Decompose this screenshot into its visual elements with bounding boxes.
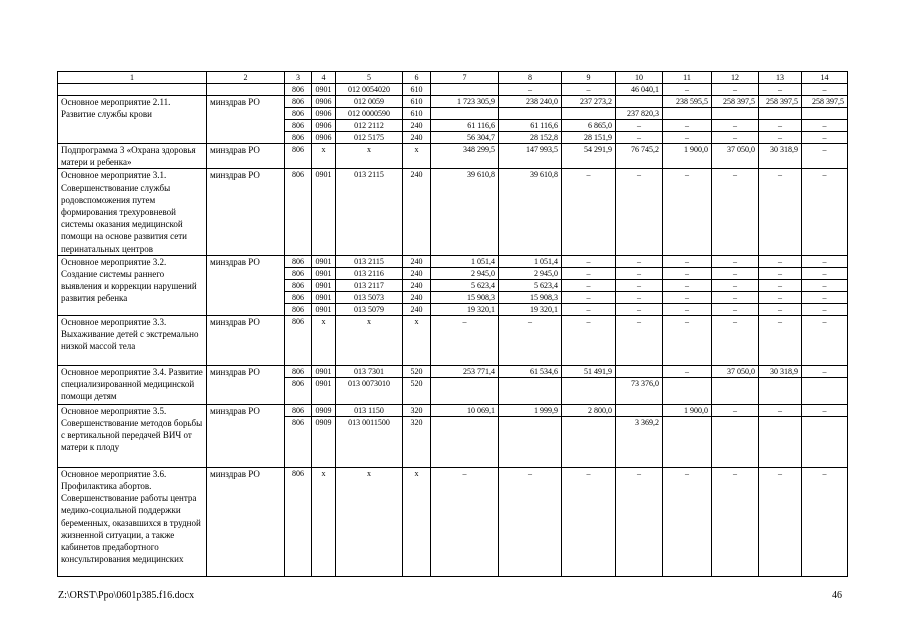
column-header-10: 10 xyxy=(616,72,663,84)
cell-col-8: 19 320,1 xyxy=(499,303,562,315)
cell-col-13: – xyxy=(759,303,802,315)
cell-col-8: 15 908,3 xyxy=(499,291,562,303)
cell-col-14: – xyxy=(802,279,848,291)
cell-col-5: х xyxy=(336,467,403,576)
cell-col-12: – xyxy=(712,303,759,315)
cell-col-13: – xyxy=(759,279,802,291)
footer-file-path: Z:\ORST\Ppo\0601p385.f16.docx xyxy=(58,590,195,601)
cell-col-5: 012 0059 xyxy=(336,96,403,108)
cell-col-7: 5 623,4 xyxy=(431,279,499,291)
cell-col-14: – xyxy=(802,365,848,377)
cell-col-3: 806 xyxy=(285,144,312,169)
cell-col-11: – xyxy=(663,120,712,132)
cell-col-9: – xyxy=(562,84,616,96)
cell-col-9 xyxy=(562,108,616,120)
cell-col-6: 240 xyxy=(403,169,431,255)
cell-col-4: 0906 xyxy=(312,120,336,132)
cell-col-10: 76 745,2 xyxy=(616,144,663,169)
cell-col-6: х xyxy=(403,315,431,365)
cell-col-9: 28 151,9 xyxy=(562,132,616,144)
cell-col-4: 0901 xyxy=(312,169,336,255)
cell-col-4: 0901 xyxy=(312,255,336,267)
cell-col-12: – xyxy=(712,404,759,416)
table-row xyxy=(58,315,848,365)
cell-col-4: х xyxy=(312,467,336,576)
cell-col-7: 19 320,1 xyxy=(431,303,499,315)
cell-col-10: 237 820,3 xyxy=(616,108,663,120)
cell-col-5: 012 5175 xyxy=(336,132,403,144)
measure-name-cell: Основное мероприятие 3.4. Развитие специализированной медицинской помощи детям xyxy=(58,365,207,404)
cell-col-4: 0906 xyxy=(312,132,336,144)
cell-col-10: – xyxy=(616,315,663,365)
cell-col-5: 013 0011500 xyxy=(336,416,403,467)
cell-col-10: – xyxy=(616,132,663,144)
cell-col-14: – xyxy=(802,132,848,144)
cell-col-4: 0901 xyxy=(312,377,336,404)
cell-col-8: 39 610,8 xyxy=(499,169,562,255)
cell-col-5: 013 5079 xyxy=(336,303,403,315)
cell-col-7: 253 771,4 xyxy=(431,365,499,377)
cell-col-10: 3 369,2 xyxy=(616,416,663,467)
cell-col-13: – xyxy=(759,255,802,267)
column-header-12: 12 xyxy=(712,72,759,84)
cell-col-3: 806 xyxy=(285,132,312,144)
cell-col-5: 013 7301 xyxy=(336,365,403,377)
responsible-executor-cell: минздрав РО xyxy=(207,255,285,315)
cell-col-14: – xyxy=(802,267,848,279)
cell-col-8: 1 999,9 xyxy=(499,404,562,416)
cell-col-3: 806 xyxy=(285,377,312,404)
table-header xyxy=(58,72,848,84)
table-row xyxy=(58,169,848,255)
cell-col-13: – xyxy=(759,467,802,576)
cell-col-4: 0901 xyxy=(312,303,336,315)
header-row xyxy=(58,72,848,84)
cell-col-11: – xyxy=(663,267,712,279)
cell-col-13: – xyxy=(759,169,802,255)
cell-col-11: 238 595,5 xyxy=(663,96,712,108)
cell-col-12: – xyxy=(712,84,759,96)
cell-col-4: 0909 xyxy=(312,404,336,416)
cell-col-13: – xyxy=(759,315,802,365)
cell-col-6: 240 xyxy=(403,279,431,291)
cell-col-12: – xyxy=(712,132,759,144)
cell-col-4: 0906 xyxy=(312,96,336,108)
cell-col-5: х xyxy=(336,144,403,169)
table-row xyxy=(58,365,848,377)
budget-table-container xyxy=(57,71,847,577)
cell-col-9: – xyxy=(562,467,616,576)
cell-col-10: – xyxy=(616,267,663,279)
cell-col-11: 1 900,0 xyxy=(663,144,712,169)
cell-col-6: 610 xyxy=(403,84,431,96)
cell-col-5: 013 2117 xyxy=(336,279,403,291)
cell-col-4: 0901 xyxy=(312,267,336,279)
cell-col-6: 240 xyxy=(403,291,431,303)
cell-col-7 xyxy=(431,377,499,404)
cell-col-10: – xyxy=(616,303,663,315)
cell-col-7: 10 069,1 xyxy=(431,404,499,416)
cell-col-14: – xyxy=(802,467,848,576)
cell-col-3: 806 xyxy=(285,84,312,96)
cell-col-7 xyxy=(431,416,499,467)
measure-name-cell: Основное мероприятие 2.11. Развитие службы крови xyxy=(58,96,207,144)
cell-col-13 xyxy=(759,108,802,120)
cell-col-7: 39 610,8 xyxy=(431,169,499,255)
column-header-4: 4 xyxy=(312,72,336,84)
responsible-executor-cell: минздрав РО xyxy=(207,315,285,365)
cell-col-14: 258 397,5 xyxy=(802,96,848,108)
cell-col-10: – xyxy=(616,467,663,576)
cell-col-7: 56 304,7 xyxy=(431,132,499,144)
cell-col-3: 806 xyxy=(285,416,312,467)
responsible-executor-cell: минздрав РО xyxy=(207,169,285,255)
cell-col-4: 0901 xyxy=(312,84,336,96)
cell-col-6: 610 xyxy=(403,108,431,120)
cell-col-6: 320 xyxy=(403,404,431,416)
cell-col-13: – xyxy=(759,267,802,279)
cell-col-9: 54 291,9 xyxy=(562,144,616,169)
cell-col-13: 258 397,5 xyxy=(759,96,802,108)
cell-col-11: – xyxy=(663,84,712,96)
cell-col-6: 520 xyxy=(403,365,431,377)
cell-col-9: – xyxy=(562,291,616,303)
responsible-executor-cell: минздрав РО xyxy=(207,365,285,404)
cell-col-7 xyxy=(431,84,499,96)
cell-col-8: 147 993,5 xyxy=(499,144,562,169)
cell-col-5: 013 2115 xyxy=(336,255,403,267)
cell-col-3: 806 xyxy=(285,108,312,120)
cell-col-6: х xyxy=(403,467,431,576)
cell-col-14: – xyxy=(802,303,848,315)
cell-col-14 xyxy=(802,377,848,404)
cell-col-3: 806 xyxy=(285,404,312,416)
cell-col-14: – xyxy=(802,255,848,267)
cell-col-11: – xyxy=(663,169,712,255)
cell-col-12: – xyxy=(712,467,759,576)
cell-col-4: х xyxy=(312,315,336,365)
cell-col-14: – xyxy=(802,144,848,169)
cell-col-12: 258 397,5 xyxy=(712,96,759,108)
cell-col-12: – xyxy=(712,315,759,365)
cell-col-6: 520 xyxy=(403,377,431,404)
column-header-1: 1 xyxy=(58,72,207,84)
cell-col-8: 2 945,0 xyxy=(499,267,562,279)
cell-col-9: – xyxy=(562,279,616,291)
cell-col-13: – xyxy=(759,132,802,144)
cell-col-8: 238 240,0 xyxy=(499,96,562,108)
cell-col-3: 806 xyxy=(285,267,312,279)
cell-col-12: – xyxy=(712,279,759,291)
cell-col-8 xyxy=(499,416,562,467)
measure-name-cell: Основное мероприятие 3.5. Совершенствование методов борьбы с вертикальной передачей ВИЧ от матери к плоду xyxy=(58,404,207,467)
budget-table xyxy=(57,71,848,577)
responsible-executor-cell: минздрав РО xyxy=(207,467,285,576)
cell-col-11: – xyxy=(663,467,712,576)
cell-col-8 xyxy=(499,377,562,404)
footer-page-number: 46 xyxy=(832,590,842,601)
cell-col-9: 237 273,2 xyxy=(562,96,616,108)
cell-col-8: 28 152,8 xyxy=(499,132,562,144)
column-header-7: 7 xyxy=(431,72,499,84)
cell-col-14: – xyxy=(802,120,848,132)
cell-col-5: х xyxy=(336,315,403,365)
cell-col-10: – xyxy=(616,279,663,291)
cell-col-9: – xyxy=(562,267,616,279)
cell-col-9: – xyxy=(562,169,616,255)
cell-col-9: – xyxy=(562,255,616,267)
responsible-executor-cell xyxy=(207,84,285,96)
measure-name-cell: Подпрограмма 3 «Охрана здоровья матери и ребенка» xyxy=(58,144,207,169)
column-header-3: 3 xyxy=(285,72,312,84)
cell-col-11: – xyxy=(663,291,712,303)
cell-col-4: 0906 xyxy=(312,108,336,120)
cell-col-11 xyxy=(663,108,712,120)
cell-col-8: – xyxy=(499,467,562,576)
cell-col-9: 2 800,0 xyxy=(562,404,616,416)
cell-col-6: х xyxy=(403,144,431,169)
cell-col-9: 6 865,0 xyxy=(562,120,616,132)
cell-col-11: – xyxy=(663,255,712,267)
table-row xyxy=(58,467,848,576)
cell-col-13 xyxy=(759,377,802,404)
cell-col-11 xyxy=(663,377,712,404)
cell-col-13: 30 318,9 xyxy=(759,144,802,169)
cell-col-12: – xyxy=(712,291,759,303)
measure-name-cell: Основное мероприятие 3.2. Создание системы раннего выявления и коррекции нарушений развития ребенка xyxy=(58,255,207,315)
cell-col-7: 348 299,5 xyxy=(431,144,499,169)
cell-col-7: 15 908,3 xyxy=(431,291,499,303)
cell-col-14: – xyxy=(802,315,848,365)
cell-col-10: – xyxy=(616,169,663,255)
cell-col-4: 0901 xyxy=(312,365,336,377)
cell-col-3: 806 xyxy=(285,120,312,132)
cell-col-7: – xyxy=(431,467,499,576)
column-header-2: 2 xyxy=(207,72,285,84)
cell-col-5: 012 0000590 xyxy=(336,108,403,120)
table-row xyxy=(58,84,848,96)
cell-col-11: – xyxy=(663,132,712,144)
cell-col-8: 61 116,6 xyxy=(499,120,562,132)
cell-col-3: 806 xyxy=(285,96,312,108)
cell-col-12 xyxy=(712,416,759,467)
measure-name-cell xyxy=(58,84,207,96)
cell-col-14: – xyxy=(802,169,848,255)
cell-col-9: – xyxy=(562,315,616,365)
cell-col-5: 013 1150 xyxy=(336,404,403,416)
cell-col-12 xyxy=(712,108,759,120)
cell-col-5: 013 5073 xyxy=(336,291,403,303)
cell-col-13: – xyxy=(759,404,802,416)
cell-col-10: 73 376,0 xyxy=(616,377,663,404)
measure-name-cell: Основное мероприятие 3.3. Выхаживание детей с экстремально низкой массой тела xyxy=(58,315,207,365)
responsible-executor-cell: минздрав РО xyxy=(207,144,285,169)
cell-col-12: – xyxy=(712,169,759,255)
cell-col-10 xyxy=(616,365,663,377)
cell-col-7: 61 116,6 xyxy=(431,120,499,132)
table-row xyxy=(58,96,848,108)
cell-col-13: – xyxy=(759,291,802,303)
table-row xyxy=(58,144,848,169)
column-header-6: 6 xyxy=(403,72,431,84)
column-header-9: 9 xyxy=(562,72,616,84)
column-header-11: 11 xyxy=(663,72,712,84)
cell-col-12 xyxy=(712,377,759,404)
cell-col-4: 0901 xyxy=(312,291,336,303)
cell-col-3: 806 xyxy=(285,169,312,255)
cell-col-11: – xyxy=(663,303,712,315)
cell-col-11: – xyxy=(663,279,712,291)
cell-col-11: – xyxy=(663,315,712,365)
cell-col-12: 37 050,0 xyxy=(712,365,759,377)
table-row xyxy=(58,255,848,267)
cell-col-3: 806 xyxy=(285,365,312,377)
cell-col-11: 1 900,0 xyxy=(663,404,712,416)
cell-col-14: – xyxy=(802,84,848,96)
cell-col-3: 806 xyxy=(285,291,312,303)
table-row xyxy=(58,404,848,416)
cell-col-13 xyxy=(759,416,802,467)
cell-col-5: 013 2116 xyxy=(336,267,403,279)
cell-col-12: 37 050,0 xyxy=(712,144,759,169)
cell-col-6: 320 xyxy=(403,416,431,467)
cell-col-3: 806 xyxy=(285,467,312,576)
cell-col-9 xyxy=(562,377,616,404)
cell-col-7: – xyxy=(431,315,499,365)
cell-col-11 xyxy=(663,416,712,467)
table-body xyxy=(58,84,848,577)
cell-col-14 xyxy=(802,108,848,120)
cell-col-6: 240 xyxy=(403,303,431,315)
cell-col-10 xyxy=(616,96,663,108)
cell-col-6: 240 xyxy=(403,255,431,267)
cell-col-3: 806 xyxy=(285,255,312,267)
cell-col-14: – xyxy=(802,404,848,416)
column-header-14: 14 xyxy=(802,72,848,84)
cell-col-12: – xyxy=(712,255,759,267)
cell-col-10: – xyxy=(616,255,663,267)
cell-col-13: – xyxy=(759,84,802,96)
column-header-13: 13 xyxy=(759,72,802,84)
cell-col-4: 0909 xyxy=(312,416,336,467)
cell-col-8: – xyxy=(499,84,562,96)
measure-name-cell: Основное мероприятие 3.6. Профилактика абортов. Совершенствование работы центра медико-социальной поддержки беременных, оказавшихся в трудной жизненной ситуации, а также кабинетов предабортного консультирования медицинских xyxy=(58,467,207,576)
cell-col-7: 1 723 305,9 xyxy=(431,96,499,108)
cell-col-10: – xyxy=(616,120,663,132)
cell-col-5: 012 0054020 xyxy=(336,84,403,96)
cell-col-7 xyxy=(431,108,499,120)
cell-col-12: – xyxy=(712,120,759,132)
cell-col-8: 1 051,4 xyxy=(499,255,562,267)
cell-col-3: 806 xyxy=(285,315,312,365)
column-header-5: 5 xyxy=(336,72,403,84)
cell-col-9 xyxy=(562,416,616,467)
cell-col-4: х xyxy=(312,144,336,169)
cell-col-10: 46 040,1 xyxy=(616,84,663,96)
responsible-executor-cell: минздрав РО xyxy=(207,96,285,144)
cell-col-10: – xyxy=(616,291,663,303)
column-header-8: 8 xyxy=(499,72,562,84)
cell-col-8 xyxy=(499,108,562,120)
cell-col-10 xyxy=(616,404,663,416)
measure-name-cell: Основное мероприятие 3.1. Совершенствование службы родовспоможения путем формирования трехуровневой системы оказания медицинской помощи на основе развития сети перинатальных центров xyxy=(58,169,207,255)
cell-col-9: – xyxy=(562,303,616,315)
cell-col-3: 806 xyxy=(285,279,312,291)
cell-col-6: 240 xyxy=(403,132,431,144)
cell-col-7: 1 051,4 xyxy=(431,255,499,267)
cell-col-14: – xyxy=(802,291,848,303)
cell-col-14 xyxy=(802,416,848,467)
responsible-executor-cell: минздрав РО xyxy=(207,404,285,467)
cell-col-5: 013 2115 xyxy=(336,169,403,255)
cell-col-4: 0901 xyxy=(312,279,336,291)
cell-col-6: 240 xyxy=(403,267,431,279)
cell-col-8: – xyxy=(499,315,562,365)
cell-col-9: 51 491,9 xyxy=(562,365,616,377)
cell-col-11: – xyxy=(663,365,712,377)
cell-col-8: 61 534,6 xyxy=(499,365,562,377)
cell-col-13: 30 318,9 xyxy=(759,365,802,377)
cell-col-5: 012 2112 xyxy=(336,120,403,132)
cell-col-6: 240 xyxy=(403,120,431,132)
cell-col-6: 610 xyxy=(403,96,431,108)
cell-col-7: 2 945,0 xyxy=(431,267,499,279)
cell-col-12: – xyxy=(712,267,759,279)
cell-col-13: – xyxy=(759,120,802,132)
cell-col-3: 806 xyxy=(285,303,312,315)
cell-col-5: 013 0073010 xyxy=(336,377,403,404)
cell-col-8: 5 623,4 xyxy=(499,279,562,291)
